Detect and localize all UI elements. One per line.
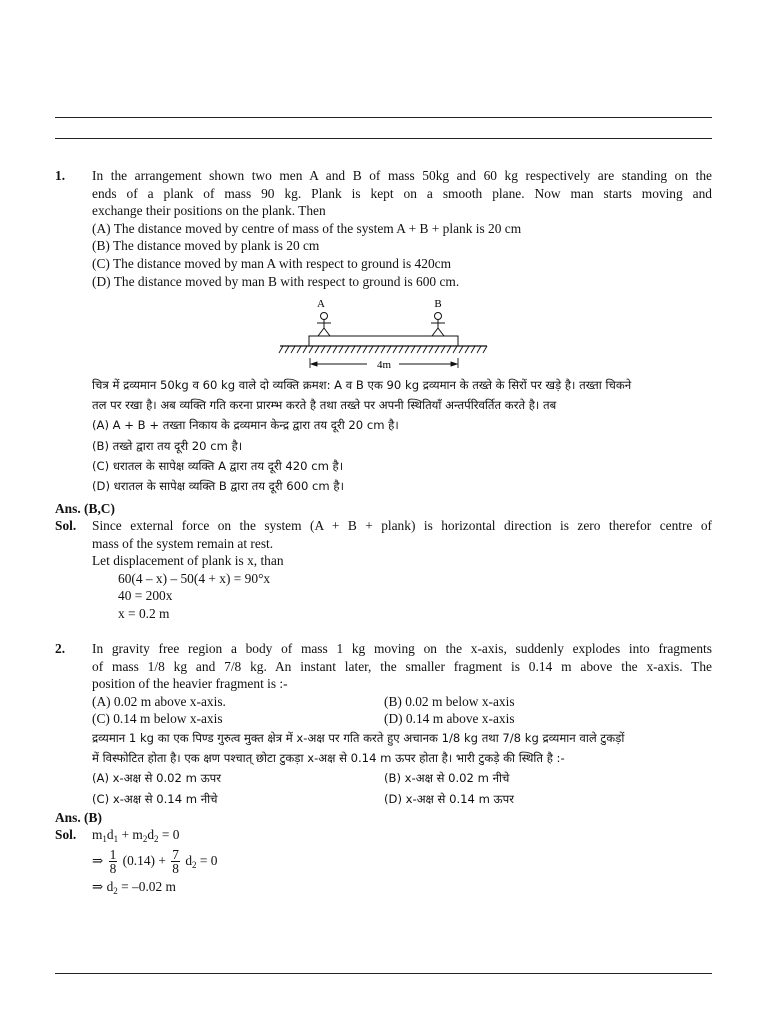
hindi-option-a: (A) A + B + तख्ता निकाय के द्रव्यमान केन्द्र द्वारा तय दूरी 20 cm है।	[92, 418, 399, 433]
stem-line: In the arrangement shown two men A and B of mass 50kg and 60 kg respectively are standing on the	[92, 168, 712, 183]
length-label: 4m	[376, 359, 392, 371]
header-rule-bottom	[55, 138, 712, 139]
option-d: (D) 0.14 m above x-axis	[384, 711, 515, 727]
hindi-stem-line: द्रव्यमान 1 kg का एक पिण्ड गुरुत्व मुक्त क्षेत्र में x-अक्ष पर गति करते हुए अचानक 1/8 kg तथा 7/8 kg द्रव्यमान वाले टुकड़ों	[92, 731, 625, 745]
option-c: (C) 0.14 m below x-axis	[92, 711, 223, 727]
sol-label: Sol.	[55, 518, 77, 533]
hindi-option-b: (B) x-अक्ष से 0.02 m नीचे	[384, 771, 510, 786]
sol-label: Sol.	[55, 827, 77, 842]
hindi-stem-line: में विस्फोटित होता है। एक क्षण पश्चात् छोटा टुकड़ा x-अक्ष से 0.14 m ऊपर होता है। भारी टुकड़े की स्थिति है :-	[92, 751, 565, 766]
fraction: $\frac{1}{8}$	[109, 847, 117, 877]
man-b-icon	[431, 313, 445, 337]
footer-rule	[55, 973, 712, 974]
implies-icon: ⇒	[92, 878, 104, 894]
option-b: (B) The distance moved by plank is 20 cm	[92, 238, 320, 254]
sol-equation: x = 0.2 m	[118, 605, 170, 621]
answer-2	[55, 809, 712, 827]
ans-label: Ans.	[55, 501, 81, 516]
question-1-hindi	[55, 375, 712, 496]
sol-line: mass of the system remain at rest.	[92, 535, 274, 551]
hindi-stem-line: तल पर रखा है। अब व्यक्ति गति करना प्रारम्भ करते है तथा तख्ते पर अपनी स्थितियाँ अन्तर्परिवर्तित करते है। तब	[92, 398, 557, 413]
hindi-option-b: (B) तख्ते द्वारा तय दूरी 20 cm है।	[92, 438, 243, 453]
sol-line: Since external force on the system (A + B + plank) is horizontal direction is zero therefor centre of	[92, 518, 712, 533]
hindi-option-a: (A) x-अक्ष से 0.02 m ऊपर	[92, 771, 221, 786]
man-a-icon	[317, 313, 331, 337]
sol-equation: 40 = 200x	[118, 588, 173, 604]
option-b: (B) 0.02 m below x-axis	[384, 693, 515, 709]
hindi-option-c: (C) धरातल के सापेक्ष व्यक्ति A द्वारा तय दूरी 420 cm है।	[92, 458, 344, 473]
plank-figure	[275, 296, 495, 376]
ans-label: Ans.	[55, 810, 81, 825]
question-1	[55, 167, 712, 290]
option-c: (C) The distance moved by man A with respect to ground is 420cm	[92, 255, 452, 271]
option-a: (A) 0.02 m above x-axis.	[92, 693, 226, 709]
solution-1	[55, 517, 712, 623]
implies-icon: ⇒	[92, 852, 104, 868]
label-b: B	[434, 298, 442, 310]
solution-2	[55, 826, 712, 895]
sol-equation-1: $m_1d_1 + m_2d_2 = 0$	[92, 827, 180, 844]
sol-equation-3: ⇒ $d_2 = -0.02$ m	[92, 878, 176, 896]
question-2	[55, 640, 712, 728]
option-a: (A) The distance moved by centre of mass of the system A + B + plank is 20 cm	[92, 220, 522, 236]
ans-value: (B,C)	[84, 501, 115, 516]
option-d: (D) The distance moved by man B with respect to ground is 600 cm.	[92, 273, 460, 289]
stem-line: ends of a plank of mass 90 kg. Plank is kept on a smooth plane. Now man starts moving and	[92, 185, 712, 201]
label-a: A	[317, 298, 325, 310]
hindi-stem-line: चित्र में द्रव्यमान 50kg व 60 kg वाले दो व्यक्ति क्रमश: A व B एक 90 kg द्रव्यमान के तख्ते के सिरों पर खड़े है। तख्ता चिकने	[92, 378, 632, 392]
stem-line: In gravity free region a body of mass 1 kg moving on the x-axis, suddenly explodes into fragments	[92, 641, 712, 656]
ans-value: (B)	[84, 810, 102, 825]
sol-equation: 60(4 – x) – 50(4 + x) = 90°x	[118, 570, 271, 586]
hindi-option-d: (D) x-अक्ष से 0.14 m ऊपर	[384, 791, 514, 806]
hindi-option-c: (C) x-अक्ष से 0.14 m नीचे	[92, 791, 218, 806]
question-2-hindi	[55, 728, 712, 809]
ground-hatching	[279, 346, 487, 353]
stem-line: exchange their positions on the plank. Then	[92, 203, 326, 219]
sol-line: Let displacement of plank is x, than	[92, 553, 284, 569]
answer-1	[55, 500, 712, 518]
header-rule-top	[55, 117, 712, 118]
plank	[309, 336, 458, 346]
fraction: $\frac{7}{8}$	[172, 847, 179, 877]
hindi-option-d: (D) धरातल के सापेक्ष व्यक्ति B द्वारा तय दूरी 600 cm है।	[92, 479, 344, 494]
question-number: 2.	[55, 641, 66, 656]
sol-equation-2: ⇒ $\frac{1}{8}$ (0.14) + $\frac{7}{8}$ $d_2 = 0$	[92, 847, 218, 877]
stem-line: position of the heavier fragment is :-	[92, 676, 288, 692]
question-number: 1.	[55, 168, 66, 183]
stem-line: of mass 1/8 kg and 7/8 kg. An instant later, the smaller fragment is 0.14 m above the x-axis. The	[92, 658, 712, 674]
